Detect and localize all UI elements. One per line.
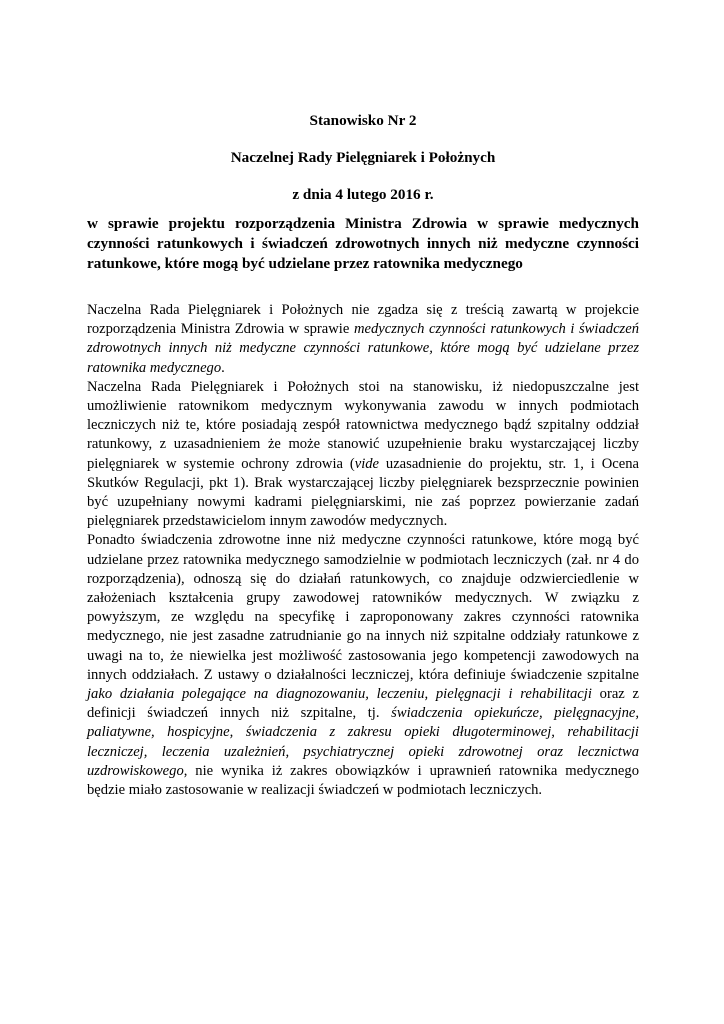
paragraph-3-text-e: , nie wynika iż zakres obowiązków i uprawnień ratownika medycznego będzie miało zastosowanie w realizacji świadczeń w podmiotach leczniczych. — [87, 762, 639, 799]
paragraph-1-italic-title: medycznych czynności ratunkowych i świadczeń zdrowotnych innych niż medyczne czynności ratunkowe, które mogą być udzielane przez ratownika medycznego — [87, 321, 639, 376]
paragraph-2-text-c: uzasadnienie do projektu, str. 1, i Ocena Skutków Regulacji, pkt 1). Brak wystarczającej liczby pielęgniarek bezsprzecznie powinien być uzupełniany nowymi kadrami pielęgniarskimi, nie zaś poprzez powierzanie zadań pielęgniarek przedstawicielom innym zawodów medycznych. — [87, 455, 639, 530]
paragraph-3 — [87, 531, 639, 800]
paragraph-3-text-a: Ponadto świadczenia zdrowotne inne niż medyczne czynności ratunkowe, które mogą być udzielane przez ratownika medycznego samodzielnie w podmiotach leczniczych (zał. nr 4 do rozporządzenia), odnoszą się do działań ratunkowych, co znajduje odzwierciedlenie w założeniach kształcenia grupy zawodowej ratowników medycznych. W związku z powyższym, ze względu na specyfikę i zaproponowany zakres czynności ratownika medycznego, nie jest zasadne zatrudnianie go na innych niż szpitalne oddziały ratunkowe z uwagi na to, że niewielka jest możliwość zastosowania jego kompetencji zawodowych na innych oddziałach. Z ustawy o działalności leczniczej, która definiuje świadczenie szpitalne — [87, 532, 639, 683]
issuing-body: Naczelnej Rady Pielęgniarek i Położnych — [230, 149, 496, 166]
paragraph-2 — [87, 378, 639, 532]
paragraph-3-italic-definition: jako działania polegające na diagnozowaniu, leczeniu, pielęgnacji i rehabilitacji — [87, 686, 592, 703]
paragraph-1-text-c: . — [221, 359, 225, 376]
paragraph-2-text-a: Naczelna Rada Pielęgniarek i Położnych stoi na stanowisku, iż niedopuszczalne jest umożliwienie ratownikom medycznym wykonywania zawodu w innych podmiotach leczniczych niż te, które posiadają zespół ratownictwa medycznego bądź szpitalny oddział ratunkowy, z uzasadnieniem że może stanowić uzupełnienie braku wystarczającej liczby pielęgniarek w systemie ochrony zdrowia ( — [87, 378, 639, 472]
document-date: z dnia 4 lutego 2016 r. — [292, 186, 434, 203]
document-title: Stanowisko Nr 2 — [309, 112, 417, 129]
paragraph-3-text-c: oraz z definicji świadczeń innych niż szpitalne, tj. — [87, 686, 639, 722]
paragraph-1-text-a: Naczelna Rada Pielęgniarek i Położnych nie zgadza się z treścią zawartą w projekcie rozporządzenia Ministra Zdrowia w sprawie — [87, 302, 639, 338]
document-page — [87, 112, 639, 800]
document-subject: w sprawie projektu rozporządzenia Ministra Zdrowia w sprawie medycznych czynności ratunkowych i świadczeń zdrowotnych innych niż medyczne czynności ratunkowe, które mogą być udzielane przez ratownika medycznego — [87, 215, 639, 272]
paragraph-2-italic-vide: vide — [354, 455, 380, 472]
paragraph-3-italic-list: świadczenia opiekuńcze, pielęgnacyjne, paliatywne, hospicyjne, świadczenia z zakresu opieki długoterminowej, rehabilitacji leczniczej, leczenia uzależnień, psychiatrycznej opieki zdrowotnej oraz lecznictwa uzdrowiskowego — [87, 705, 639, 779]
paragraph-1 — [87, 301, 639, 378]
